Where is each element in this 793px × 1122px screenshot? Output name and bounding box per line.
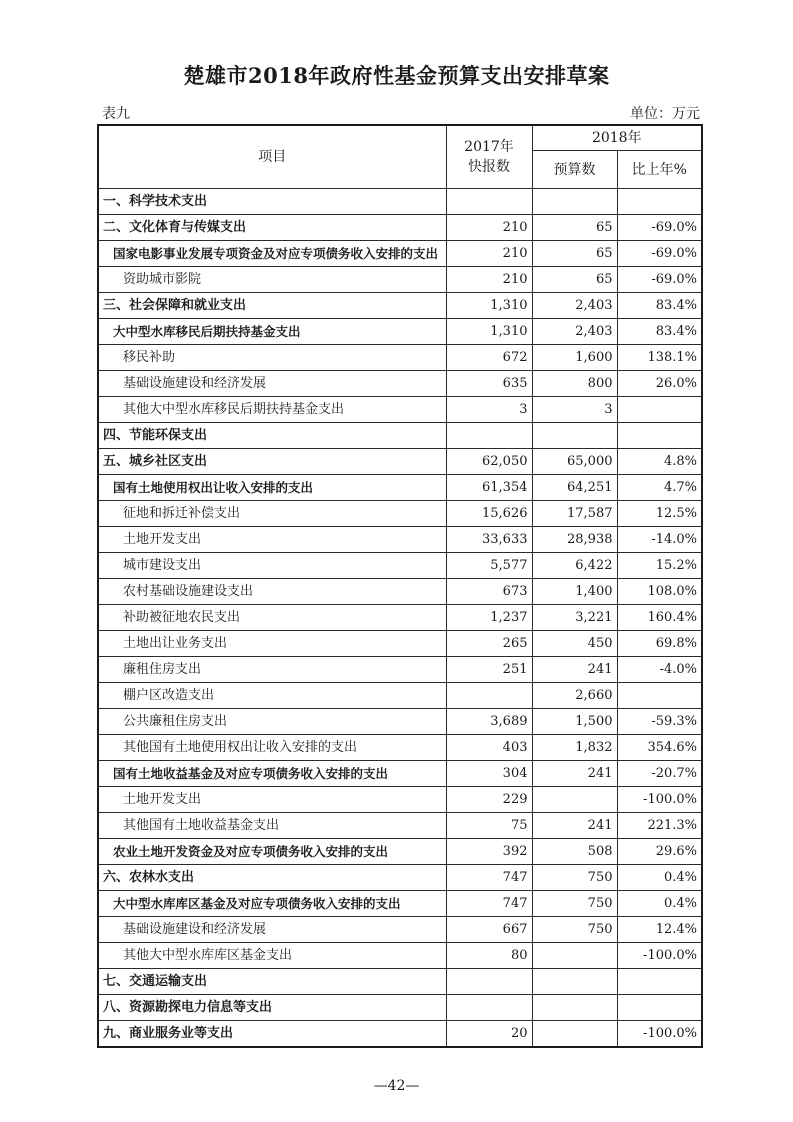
table-row [98,319,702,345]
row-2018-value: 17,587 [532,501,617,527]
row-name: 大中型水库库区基金及对应专项债务收入安排的支出 [98,891,446,917]
row-2017-value: 403 [446,735,532,761]
row-2018-value: 2,660 [532,683,617,709]
row-2017-value: 210 [446,215,532,241]
row-change-pct: -100.0% [617,943,702,969]
row-2018-value: 2,403 [532,293,617,319]
row-name: 其他大中型水库移民后期扶持基金支出 [98,397,446,423]
table-row [98,605,702,631]
table-row [98,189,702,215]
row-name: 移民补助 [98,345,446,371]
row-2017-value: 5,577 [446,553,532,579]
row-2017-value: 1,237 [446,605,532,631]
row-change-pct [617,683,702,709]
table-row [98,631,702,657]
row-2017-value: 667 [446,917,532,943]
row-name: 基础设施建设和经济发展 [98,917,446,943]
row-2017-value [446,423,532,449]
row-2018-value: 241 [532,761,617,787]
table-row [98,241,702,267]
row-change-pct: -69.0% [617,267,702,293]
row-2017-value: 673 [446,579,532,605]
row-2018-value: 65 [532,267,617,293]
row-2018-value: 241 [532,813,617,839]
row-change-pct: -4.0% [617,657,702,683]
row-name: 国有土地使用权出让收入安排的支出 [98,475,446,501]
header-2017 [446,125,532,189]
row-name: 基础设施建设和经济发展 [98,371,446,397]
row-change-pct: -69.0% [617,215,702,241]
row-2017-value: 304 [446,761,532,787]
row-change-pct: 12.5% [617,501,702,527]
row-2018-value: 508 [532,839,617,865]
table-row [98,865,702,891]
row-change-pct: 15.2% [617,553,702,579]
row-name: 国有土地收益基金及对应专项债务收入安排的支出 [98,761,446,787]
row-change-pct: 26.0% [617,371,702,397]
table-row [98,891,702,917]
table-row [98,293,702,319]
row-2018-value: 800 [532,371,617,397]
table-row [98,371,702,397]
row-2017-value [446,969,532,995]
row-2018-value [532,943,617,969]
row-name: 城市建设支出 [98,553,446,579]
table-number: 表九 [102,106,130,122]
row-name: 土地出让业务支出 [98,631,446,657]
row-2018-value: 450 [532,631,617,657]
row-2017-value [446,683,532,709]
row-2017-value: 635 [446,371,532,397]
row-change-pct: -14.0% [617,527,702,553]
row-2018-value [532,969,617,995]
row-2017-value: 62,050 [446,449,532,475]
row-2018-value: 241 [532,657,617,683]
row-change-pct: 160.4% [617,605,702,631]
row-2018-value: 1,400 [532,579,617,605]
table-row [98,1021,702,1048]
row-change-pct: 29.6% [617,839,702,865]
row-change-pct: 12.4% [617,917,702,943]
row-change-pct: 108.0% [617,579,702,605]
row-2017-value: 210 [446,267,532,293]
table-row [98,683,702,709]
row-change-pct: 4.7% [617,475,702,501]
row-change-pct: -100.0% [617,787,702,813]
row-2017-value: 80 [446,943,532,969]
row-2018-value: 3 [532,397,617,423]
row-name: 农业土地开发资金及对应专项债务收入安排的支出 [98,839,446,865]
row-change-pct: 221.3% [617,813,702,839]
row-name: 土地开发支出 [98,787,446,813]
row-name: 三、社会保障和就业支出 [98,293,446,319]
row-change-pct: 0.4% [617,865,702,891]
row-2017-value: 75 [446,813,532,839]
row-change-pct: 83.4% [617,293,702,319]
table-row [98,917,702,943]
row-change-pct [617,189,702,215]
table-row [98,709,702,735]
row-name: 其他国有土地使用权出让收入安排的支出 [98,735,446,761]
row-name: 其他大中型水库库区基金支出 [98,943,446,969]
row-2017-value: 33,633 [446,527,532,553]
table-row [98,969,702,995]
row-2017-value: 672 [446,345,532,371]
row-change-pct: 69.8% [617,631,702,657]
row-2018-value: 65,000 [532,449,617,475]
row-2018-value: 2,403 [532,319,617,345]
table-row [98,527,702,553]
table-row [98,735,702,761]
row-name: 其他国有土地收益基金支出 [98,813,446,839]
row-name: 资助城市影院 [98,267,446,293]
row-2018-value: 750 [532,891,617,917]
row-2017-value: 392 [446,839,532,865]
table-row [98,995,702,1021]
row-change-pct [617,397,702,423]
row-name: 八、资源勘探电力信息等支出 [98,995,446,1021]
table-row [98,475,702,501]
row-name: 六、农林水支出 [98,865,446,891]
header-item: 项目 [98,125,446,189]
row-name: 土地开发支出 [98,527,446,553]
table-row [98,579,702,605]
row-2017-value: 229 [446,787,532,813]
table-row [98,267,702,293]
row-2017-value: 15,626 [446,501,532,527]
row-2018-value: 1,500 [532,709,617,735]
row-change-pct: 83.4% [617,319,702,345]
row-change-pct: -100.0% [617,1021,702,1048]
row-2017-value: 20 [446,1021,532,1048]
row-change-pct [617,423,702,449]
row-2017-value: 1,310 [446,319,532,345]
row-2017-value: 251 [446,657,532,683]
row-2017-value: 3,689 [446,709,532,735]
row-2018-value: 3,221 [532,605,617,631]
row-change-pct: 4.8% [617,449,702,475]
row-name: 公共廉租住房支出 [98,709,446,735]
row-2018-value: 28,938 [532,527,617,553]
table-row [98,657,702,683]
row-2017-value: 265 [446,631,532,657]
row-change-pct: -69.0% [617,241,702,267]
row-name: 九、商业服务业等支出 [98,1021,446,1048]
page-number: —42— [373,1078,420,1094]
row-2018-value [532,995,617,1021]
table-row [98,397,702,423]
row-2018-value: 65 [532,241,617,267]
row-name: 农村基础设施建设支出 [98,579,446,605]
header-change: 比上年% [617,151,702,189]
header-2017-label: 2017年快报数 [464,139,514,175]
row-name: 国家电影事业发展专项资金及对应专项债务收入安排的支出 [98,241,446,267]
row-2018-value [532,423,617,449]
row-2017-value: 3 [446,397,532,423]
table-row [98,423,702,449]
row-2017-value: 1,310 [446,293,532,319]
table-row [98,345,702,371]
row-2017-value [446,189,532,215]
row-name: 补助被征地农民支出 [98,605,446,631]
table-row [98,449,702,475]
row-2017-value: 210 [446,241,532,267]
table-row [98,839,702,865]
row-name: 二、文化体育与传媒支出 [98,215,446,241]
row-change-pct: 354.6% [617,735,702,761]
row-2018-value [532,189,617,215]
row-change-pct: 0.4% [617,891,702,917]
page-title: 楚雄市2018年政府性基金预算支出安排草案 [183,63,610,88]
row-change-pct: -59.3% [617,709,702,735]
row-2018-value: 65 [532,215,617,241]
table-row [98,553,702,579]
table-row [98,943,702,969]
row-name: 廉租住房支出 [98,657,446,683]
header-2018: 2018年 [532,125,702,151]
row-2017-value: 61,354 [446,475,532,501]
row-name: 棚户区改造支出 [98,683,446,709]
row-2018-value: 750 [532,865,617,891]
row-name: 征地和拆迁补偿支出 [98,501,446,527]
row-name: 五、城乡社区支出 [98,449,446,475]
header-budget: 预算数 [532,151,617,189]
row-2017-value: 747 [446,865,532,891]
unit-label: 单位：万元 [630,106,700,122]
row-name: 四、节能环保支出 [98,423,446,449]
row-2018-value: 6,422 [532,553,617,579]
row-2018-value [532,787,617,813]
table-row [98,813,702,839]
row-name: 大中型水库移民后期扶持基金支出 [98,319,446,345]
budget-table [97,124,703,1048]
row-2018-value: 1,600 [532,345,617,371]
row-2018-value: 64,251 [532,475,617,501]
table-row [98,215,702,241]
row-2018-value: 750 [532,917,617,943]
row-change-pct [617,969,702,995]
row-2018-value [532,1021,617,1048]
row-change-pct: 138.1% [617,345,702,371]
table-row [98,761,702,787]
row-2018-value: 1,832 [532,735,617,761]
row-change-pct [617,995,702,1021]
row-change-pct: -20.7% [617,761,702,787]
table-body [98,189,702,1048]
row-2017-value [446,995,532,1021]
row-name: 一、科学技术支出 [98,189,446,215]
row-2017-value: 747 [446,891,532,917]
table-row [98,787,702,813]
row-name: 七、交通运输支出 [98,969,446,995]
table-row [98,501,702,527]
